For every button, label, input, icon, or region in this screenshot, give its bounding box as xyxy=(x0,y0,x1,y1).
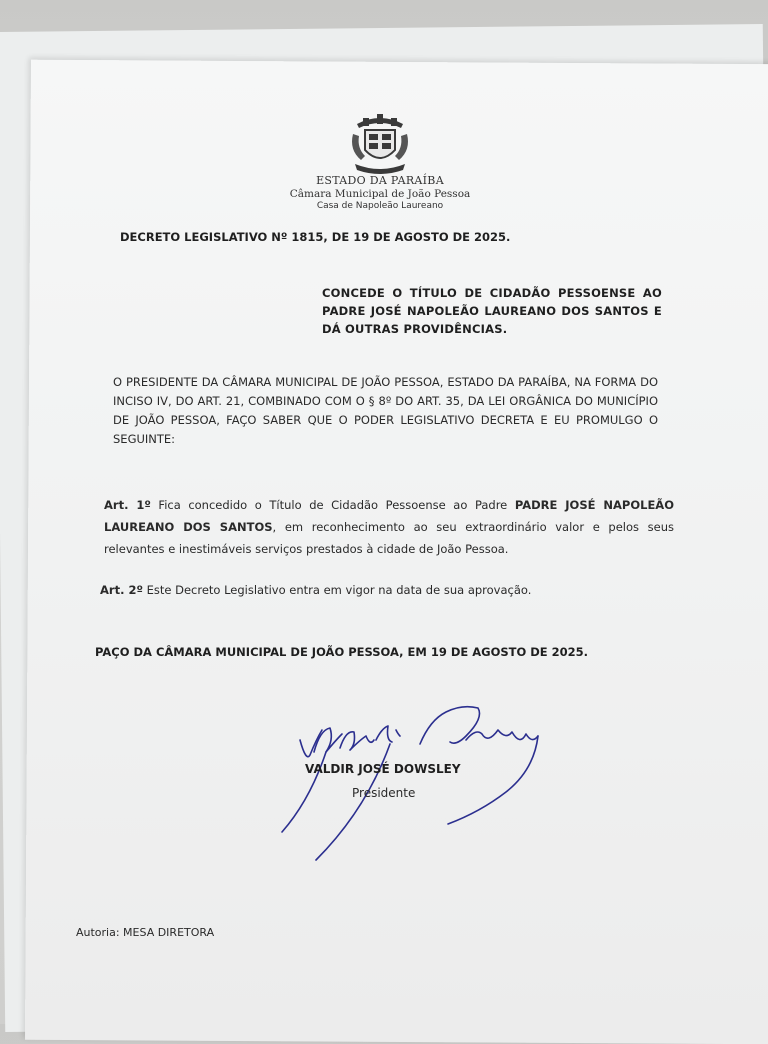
signatory-role: Presidente xyxy=(352,786,416,800)
authorship-note: Autoria: MESA DIRETORA xyxy=(76,926,215,939)
article-1-honoree: PADRE JOSÉ NAPOLEÃO LAUREANO DOS SANTOS xyxy=(104,498,674,534)
article-1 xyxy=(104,494,674,560)
signatory-name: VALDIR JOSÉ DOWSLEY xyxy=(305,762,461,776)
article-1-text-after: , em reconhecimento ao seu extraordinário valor e pelos seus relevantes e inestimáveis serviços prestados à cidade de João Pessoa. xyxy=(104,520,675,556)
article-1-text-before: Fica concedido o Título de Cidadão Pessoense ao Padre xyxy=(150,498,515,512)
header-house: Casa de Napoleão Laureano xyxy=(316,201,444,211)
closing-statement: PAÇO DA CÂMARA MUNICIPAL DE JOÃO PESSOA, EM 19 DE AGOSTO DE 2025. xyxy=(95,645,589,659)
decree-title: DECRETO LEGISLATIVO Nº 1815, DE 19 DE AGOSTO DE 2025. xyxy=(120,230,511,244)
article-2-text: Este Decreto Legislativo entra em vigor na data de sua aprovação. xyxy=(142,583,532,597)
handwritten-signature xyxy=(270,700,560,865)
header-chamber: Câmara Municipal de João Pessoa xyxy=(289,188,471,200)
decree-preamble: O PRESIDENTE DA CÂMARA MUNICIPAL DE JOÃO PESSOA, ESTADO DA PARAÍBA, NA FORMA DO INCISO IV, DO ART. 21, COMBINADO COM O § 8º DO ART. 35, DA LEI ORGÂNICA DO MUNICÍPIO DE JOÃO PESSOA, FAÇO SABER QUE O PODER LEGISLATIVO DECRETA E EU PROMULGO O SEGUINTE: xyxy=(113,375,658,446)
article-2 xyxy=(100,580,660,600)
coat-of-arms-icon xyxy=(345,110,415,176)
article-1-label: Art. 1º xyxy=(104,498,151,512)
header-state: ESTADO DA PARAÍBA xyxy=(316,174,444,187)
article-2-label: Art. 2º xyxy=(100,583,143,597)
decree-summary: CONCEDE O TÍTULO DE CIDADÃO PESSOENSE AO PADRE JOSÉ NAPOLEÃO LAUREANO DOS SANTOS E DÁ OUTRAS PROVIDÊNCIAS. xyxy=(322,286,662,336)
